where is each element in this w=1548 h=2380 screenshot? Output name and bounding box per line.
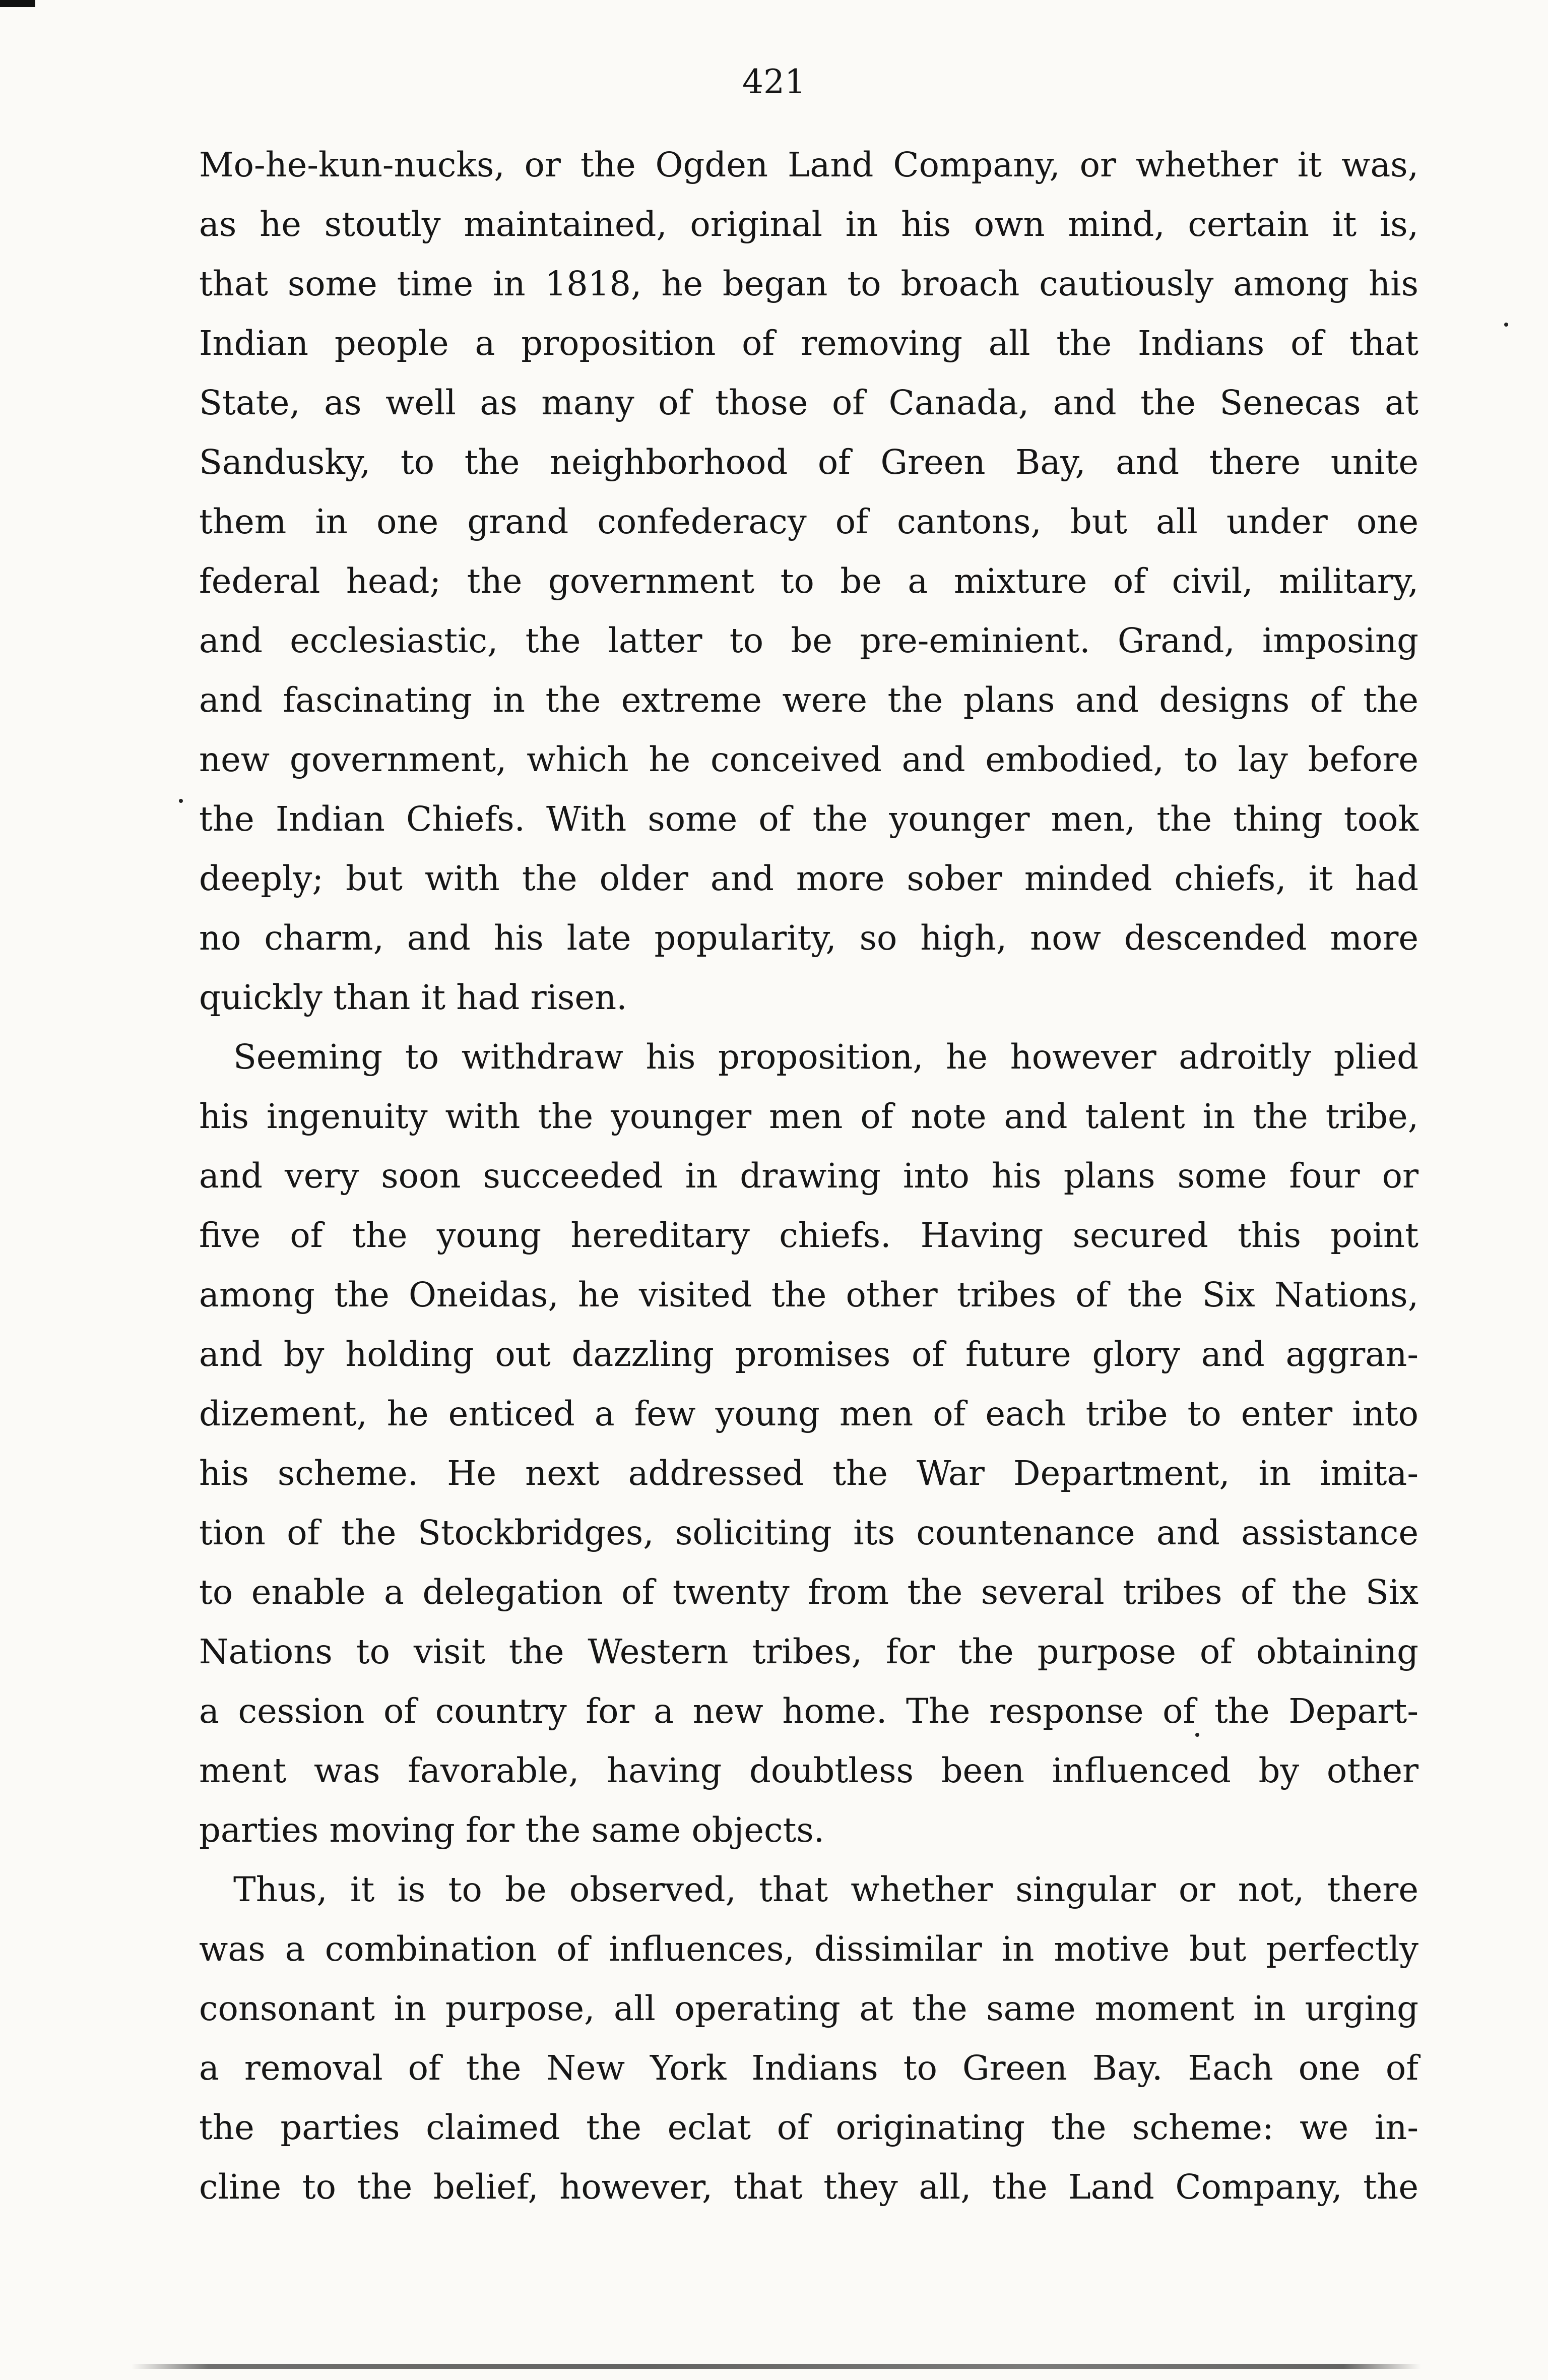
- text-line: Indian people a proposition of removing all the Indians of that: [199, 324, 1418, 363]
- text-line: among the Oneidas, he visited the other tribes of the Six Nations,: [199, 1275, 1418, 1314]
- text-line: them in one grand confederacy of cantons, but all under one: [199, 502, 1418, 541]
- text-line: his scheme. He next addressed the War Department, in imita-: [199, 1454, 1418, 1493]
- bottom-scan-edge: [131, 2364, 1421, 2369]
- text-line: a cession of country for a new home. The response of the Depart-: [199, 1692, 1418, 1731]
- text-line: dizement, he enticed a few young men of each tribe to enter into: [199, 1394, 1418, 1433]
- text-line: State, as well as many of those of Canada, and the Senecas at: [199, 383, 1418, 422]
- text-line: as he stoutly maintained, original in his own mind, certain it is,: [199, 205, 1418, 244]
- text-line: that some time in 1818, he began to broach cautiously among his: [199, 264, 1418, 303]
- body-text: [199, 135, 1418, 2217]
- text-line: his ingenuity with the younger men of note and talent in the tribe,: [199, 1097, 1418, 1136]
- text-line: Mo-he-kun-nucks, or the Ogden Land Company, or whether it was,: [199, 145, 1418, 184]
- paragraph-3: [199, 1860, 1418, 2217]
- text-line: Thus, it is to be observed, that whether singular or not, there: [233, 1870, 1418, 1909]
- text-line: consonant in purpose, all operating at the same moment in urging: [199, 1989, 1418, 2028]
- text-line: the Indian Chiefs. With some of the younger men, the thing took: [199, 799, 1418, 839]
- page-number: 421: [742, 62, 806, 101]
- text-line: a removal of the New York Indians to Green Bay. Each one of: [199, 2048, 1418, 2088]
- text-line: and ecclesiastic, the latter to be pre-eminient. Grand, imposing: [199, 621, 1418, 660]
- ink-speck: [1504, 323, 1508, 327]
- text-line: deeply; but with the older and more sober minded chiefs, it had: [199, 859, 1418, 898]
- text-line: cline to the belief, however, that they all, the Land Company, the: [199, 2167, 1418, 2207]
- text-line: and very soon succeeded in drawing into his plans some four or: [199, 1156, 1418, 1196]
- text-line: to enable a delegation of twenty from the several tribes of the Six: [199, 1573, 1418, 1612]
- scan-corner-mark: [0, 0, 35, 7]
- text-line: Sandusky, to the neighborhood of Green Bay, and there unite: [199, 443, 1418, 482]
- ink-speck: [179, 799, 183, 803]
- ink-speck: [1195, 1733, 1199, 1737]
- text-line: ment was favorable, having doubtless been influenced by other: [199, 1751, 1418, 1790]
- text-line: the parties claimed the eclat of originating the scheme: we in-: [199, 2108, 1418, 2147]
- text-line: federal head; the government to be a mixture of civil, military,: [199, 561, 1418, 601]
- text-line: was a combination of influences, dissimilar in motive but perfectly: [199, 1929, 1418, 1969]
- text-line: and by holding out dazzling promises of future glory and aggran-: [199, 1335, 1418, 1374]
- text-line: tion of the Stockbridges, soliciting its countenance and assistance: [199, 1513, 1418, 1552]
- text-line: Nations to visit the Western tribes, for the purpose of obtaining: [199, 1632, 1418, 1671]
- text-line: parties moving for the same objects.: [199, 1810, 825, 1850]
- text-line: quickly than it had risen.: [199, 978, 627, 1017]
- text-line: five of the young hereditary chiefs. Having secured this point: [199, 1216, 1418, 1255]
- text-line: and fascinating in the extreme were the plans and designs of the: [199, 680, 1418, 720]
- text-line: new government, which he conceived and embodied, to lay before: [199, 740, 1418, 779]
- paragraph-2: [199, 1027, 1418, 1860]
- text-line: Seeming to withdraw his proposition, he however adroitly plied: [233, 1037, 1418, 1077]
- paragraph-1: [199, 135, 1418, 1027]
- text-line: no charm, and his late popularity, so high, now descended more: [199, 918, 1418, 958]
